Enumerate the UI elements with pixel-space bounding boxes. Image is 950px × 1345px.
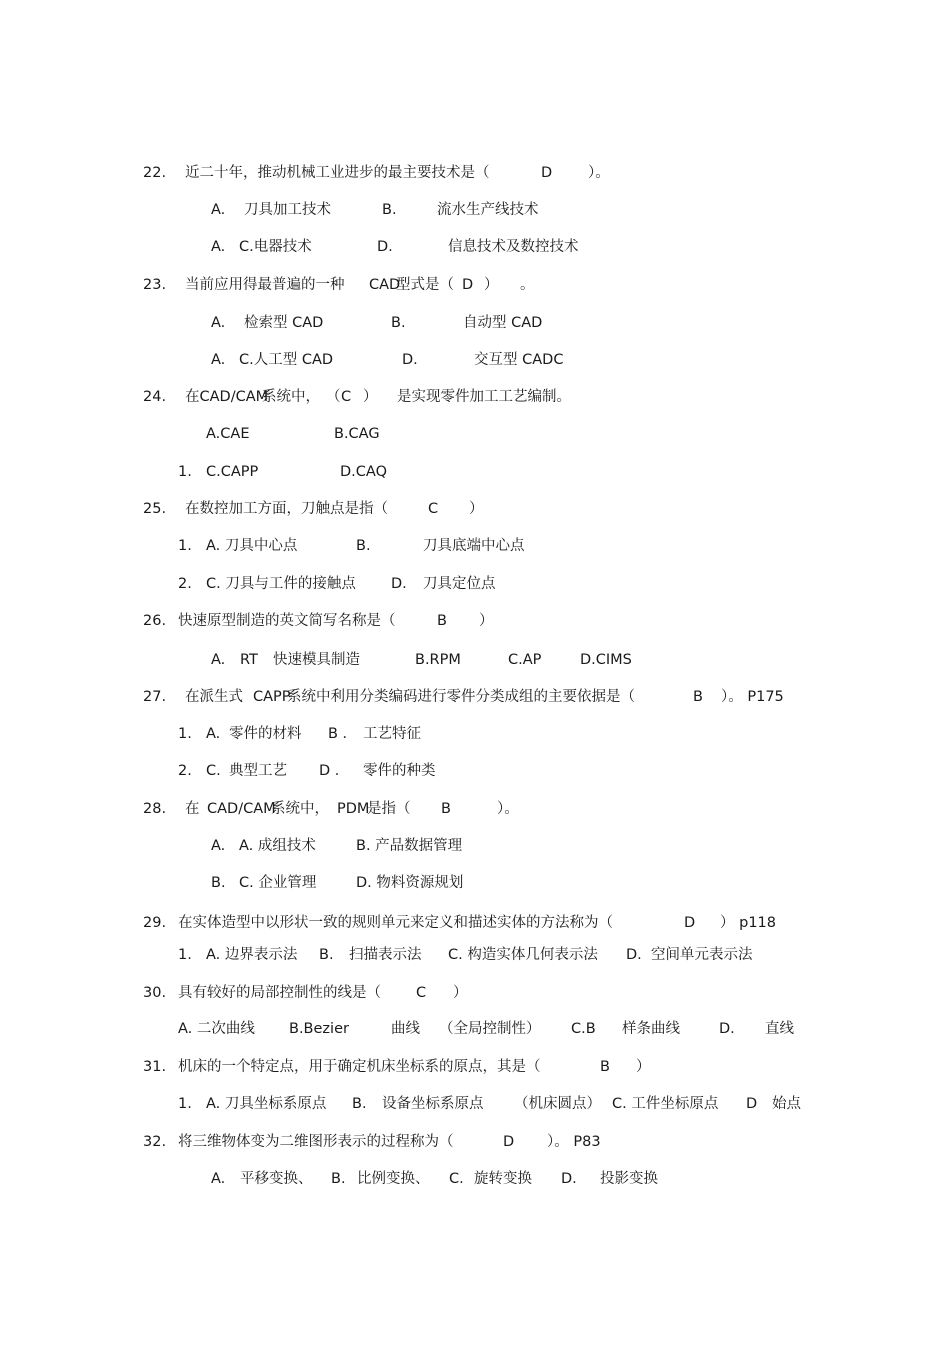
question-tail: ） xyxy=(469,501,484,517)
option-text: B. 产品数据管理 xyxy=(356,838,463,854)
option-text: A. 成组技术 xyxy=(239,838,316,854)
option-text: C.B xyxy=(571,1021,596,1037)
option-label: B. xyxy=(331,1171,346,1187)
question-tail: ） p118 xyxy=(720,915,776,931)
question-number: 30. xyxy=(143,985,167,1001)
option-label: 1. xyxy=(178,1096,192,1112)
option-text: 检索型 CAD xyxy=(244,315,324,331)
option-text: 快速模具制造 xyxy=(273,652,360,668)
option-text: C. 构造实体几何表示法 xyxy=(448,947,598,963)
question-stem: 在实体造型中以形状一致的规则单元来定义和描述实体的方法称为（ xyxy=(178,915,613,931)
option-text: 刀具加工技术 xyxy=(244,202,331,218)
option-text: D.CIMS xyxy=(580,652,632,668)
option-text: 扫描表示法 xyxy=(349,947,422,963)
option-text: A. 边界表示法 xyxy=(206,947,298,963)
option-text: A.CAE xyxy=(206,426,250,442)
question-stem: 是指（ xyxy=(367,801,411,817)
question-stem: 快速原型制造的英文简写名称是（ xyxy=(178,613,396,629)
option-label: B. xyxy=(356,538,371,554)
option-label: D. xyxy=(402,352,418,368)
answer-letter: C xyxy=(416,985,427,1001)
option-text: 旋转变换 xyxy=(474,1171,532,1187)
option-label: B. xyxy=(211,875,226,891)
option-label: A. xyxy=(211,202,226,218)
option-label: 1. xyxy=(178,538,192,554)
option-text: B.CAG xyxy=(334,426,380,442)
option-text: C.电器技术 xyxy=(239,239,312,255)
question-stem: 将三维物体变为二维图形表示的过程称为（ xyxy=(178,1134,454,1150)
option-label: B. xyxy=(352,1096,367,1112)
option-text: 交互型 CADC xyxy=(474,352,564,368)
option-text: 始点 xyxy=(772,1096,801,1112)
option-label: D. xyxy=(561,1171,577,1187)
option-text: C.人工型 CAD xyxy=(239,352,334,368)
question-number: 25. xyxy=(143,501,167,517)
answer-letter: D xyxy=(503,1134,515,1150)
option-label: A. xyxy=(211,315,226,331)
option-label: B. xyxy=(319,947,334,963)
question-stem: 在派生式 xyxy=(185,689,243,705)
option-text: 平移变换、 xyxy=(240,1171,313,1187)
option-label: D xyxy=(746,1096,758,1112)
answer-letter: D xyxy=(541,165,553,181)
question-stem: 具有较好的局部控制性的线是（ xyxy=(178,985,381,1001)
option-text: 比例变换、 xyxy=(357,1171,430,1187)
question-number: 24. xyxy=(143,389,167,405)
option-label: A. xyxy=(211,1171,226,1187)
answer-letter: D xyxy=(462,277,474,293)
question-number: 26. xyxy=(143,613,167,629)
option-label: B. xyxy=(391,315,406,331)
option-label: D. xyxy=(626,947,642,963)
option-text: 曲线 xyxy=(391,1021,420,1037)
option-label: D. xyxy=(719,1021,735,1037)
option-text: A. 刀具中心点 xyxy=(206,538,298,554)
question-number: 22. xyxy=(143,165,167,181)
option-text: B.Bezier xyxy=(289,1021,349,1037)
question-stem: 近二十年，推动机械工业进步的最主要技术是（ xyxy=(185,165,490,181)
question-tail: ）。 P175 xyxy=(721,689,784,705)
option-text: 零件的种类 xyxy=(363,763,436,779)
question-stem: 当前应用得最普遍的一种 xyxy=(185,277,345,293)
answer-letter: C xyxy=(341,389,352,405)
question-stem: 系统中， xyxy=(262,389,320,405)
option-label: C. xyxy=(449,1171,464,1187)
option-text: 刀具定位点 xyxy=(423,576,496,592)
option-text: D.CAQ xyxy=(340,464,387,480)
question-stem: ） xyxy=(363,389,378,405)
question-stem: 系统中， xyxy=(271,801,329,817)
question-tail: ） xyxy=(479,613,494,629)
question-stem: 是实现零件加工工艺编制。 xyxy=(397,389,571,405)
option-text: 投影变换 xyxy=(600,1171,658,1187)
option-text: 信息技术及数控技术 xyxy=(448,239,579,255)
option-label: 2. xyxy=(178,576,192,592)
option-label: B. xyxy=(382,202,397,218)
question-tail: ） xyxy=(453,985,468,1001)
question-stem: CAD xyxy=(369,277,401,293)
question-stem: CAPP xyxy=(253,689,291,705)
question-tail: ）。 P83 xyxy=(547,1134,601,1150)
option-text: 设备坐标系原点 xyxy=(382,1096,484,1112)
option-text: 样条曲线 xyxy=(622,1021,680,1037)
option-label: 1. xyxy=(178,947,192,963)
option-label: D ． xyxy=(319,763,350,779)
question-stem: （ xyxy=(326,389,341,405)
option-text: RT xyxy=(240,652,258,668)
option-text: C.AP xyxy=(508,652,542,668)
option-label: 2. xyxy=(178,763,192,779)
question-number: 32. xyxy=(143,1134,167,1150)
option-text: C. 刀具与工件的接触点 xyxy=(206,576,356,592)
option-label: D. xyxy=(391,576,407,592)
question-stem: 系统中利用分类编码进行零件分类成组的主要依据是（ xyxy=(287,689,635,705)
option-text: 零件的材料 xyxy=(229,726,302,742)
option-text: C. 工件坐标原点 xyxy=(612,1096,719,1112)
option-label: D. xyxy=(377,239,393,255)
option-text: 典型工艺 xyxy=(229,763,287,779)
question-number: 27. xyxy=(143,689,167,705)
option-text: C.CAPP xyxy=(206,464,259,480)
option-label: 1. xyxy=(178,726,192,742)
option-text: A. 二次曲线 xyxy=(178,1021,255,1037)
option-label: 1. xyxy=(178,464,192,480)
option-text: 工艺特征 xyxy=(363,726,421,742)
question-stem: 在 xyxy=(185,801,200,817)
option-text: 流水生产线技术 xyxy=(437,202,539,218)
option-text: 刀具底端中心点 xyxy=(423,538,525,554)
answer-letter: B xyxy=(600,1059,610,1075)
option-text: A. 刀具坐标系原点 xyxy=(206,1096,327,1112)
question-stem: 在CAD/CAM xyxy=(185,389,269,405)
option-text: 直线 xyxy=(765,1021,794,1037)
question-number: 29. xyxy=(143,915,167,931)
question-tail: ） xyxy=(484,277,499,293)
option-text: （机床圆点） xyxy=(514,1096,601,1112)
question-tail: ） xyxy=(636,1059,651,1075)
option-label: A. xyxy=(211,352,226,368)
question-stem: 机床的一个特定点，用于确定机床坐标系的原点，其是（ xyxy=(178,1059,541,1075)
question-number: 28. xyxy=(143,801,167,817)
question-tail: 。 xyxy=(520,277,535,293)
answer-letter: C xyxy=(428,501,439,517)
question-stem: 在数控加工方面，刀触点是指（ xyxy=(185,501,388,517)
question-tail: ）。 xyxy=(588,165,610,181)
answer-letter: B xyxy=(441,801,451,817)
option-text: 空间单元表示法 xyxy=(651,947,753,963)
option-label: A. xyxy=(206,726,221,742)
question-number: 23. xyxy=(143,277,167,293)
answer-letter: B xyxy=(693,689,703,705)
option-text: C. 企业管理 xyxy=(239,875,317,891)
question-stem: 型式是（ xyxy=(396,277,454,293)
option-text: B.RPM xyxy=(415,652,461,668)
answer-letter: B xyxy=(437,613,447,629)
question-stem: CAD/CAM xyxy=(207,801,276,817)
option-label: A. xyxy=(211,652,226,668)
option-label: A. xyxy=(211,838,226,854)
question-tail: ）。 xyxy=(497,801,519,817)
option-text: D. 物料资源规划 xyxy=(356,875,464,891)
question-number: 31. xyxy=(143,1059,167,1075)
option-label: B ． xyxy=(328,726,358,742)
option-label: A. xyxy=(211,239,226,255)
option-text: 自动型 CAD xyxy=(463,315,543,331)
question-stem: PDM xyxy=(337,801,370,817)
option-text: （全局控制性） xyxy=(439,1021,541,1037)
answer-letter: D xyxy=(684,915,696,931)
option-label: C. xyxy=(206,763,221,779)
